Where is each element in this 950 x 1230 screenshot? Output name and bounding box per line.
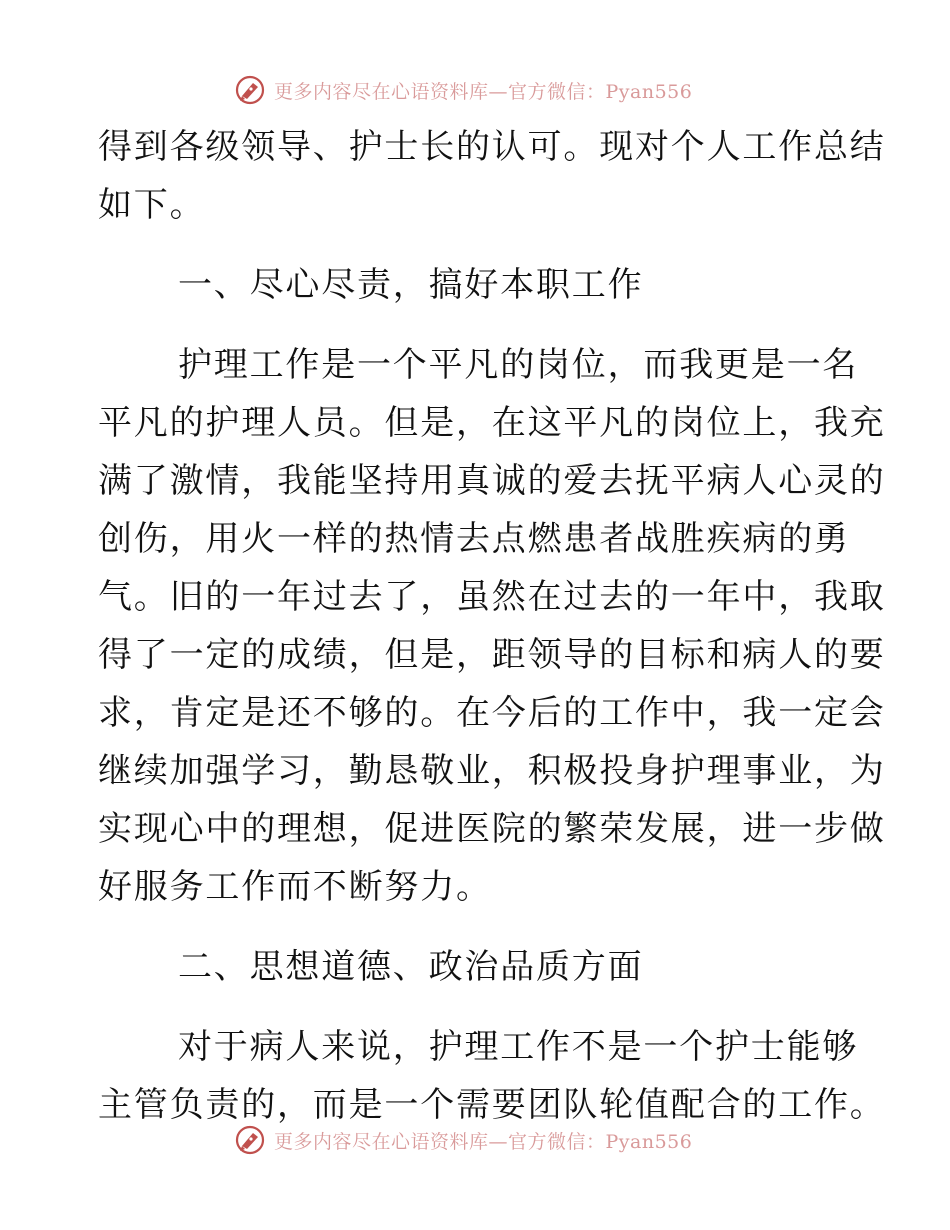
footer-banner xyxy=(234,1122,692,1158)
body-line: 创伤，用火一样的热情去点燃患者战胜疾病的勇 xyxy=(98,519,850,559)
body-line: 平凡的护理人员。但是，在这平凡的岗位上，我充 xyxy=(98,403,886,443)
body-line: 得了一定的成绩，但是，距领导的目标和病人的要 xyxy=(98,635,886,675)
body-line: 求，肯定是还不够的。在今后的工作中，我一定会 xyxy=(98,693,886,733)
body-line: 实现心中的理想，促进医院的繁荣发展，进一步做 xyxy=(98,809,886,849)
body-line: 主管负责的，而是一个需要团队轮值配合的工作。 xyxy=(98,1085,886,1125)
section-heading: 一、尽心尽责，搞好本职工作 xyxy=(178,265,644,305)
pen-nib-logo-icon xyxy=(234,1124,266,1156)
section-heading: 二、思想道德、政治品质方面 xyxy=(178,947,644,987)
header-banner xyxy=(234,72,692,108)
body-line: 对于病人来说，护理工作不是一个护士能够 xyxy=(178,1027,859,1067)
footer-banner-text: 更多内容尽在心语资料库—官方微信：Pyan556 xyxy=(274,1130,693,1153)
header-banner-text: 更多内容尽在心语资料库—官方微信：Pyan556 xyxy=(274,80,693,103)
body-line: 继续加强学习，勤恳敬业，积极投身护理事业，为 xyxy=(98,751,886,791)
body-line: 气。旧的一年过去了，虽然在过去的一年中，我取 xyxy=(98,577,886,617)
document-body xyxy=(98,118,886,1134)
body-line: 如下。 xyxy=(98,185,206,225)
body-line: 好服务工作而不断努力。 xyxy=(98,867,492,907)
body-line: 满了激情，我能坚持用真诚的爱去抚平病人心灵的 xyxy=(98,461,886,501)
pen-nib-logo-icon xyxy=(234,74,266,106)
body-line: 得到各级领导、护士长的认可。现对个人工作总结 xyxy=(98,127,886,167)
body-line: 护理工作是一个平凡的岗位，而我更是一名 xyxy=(178,345,859,385)
